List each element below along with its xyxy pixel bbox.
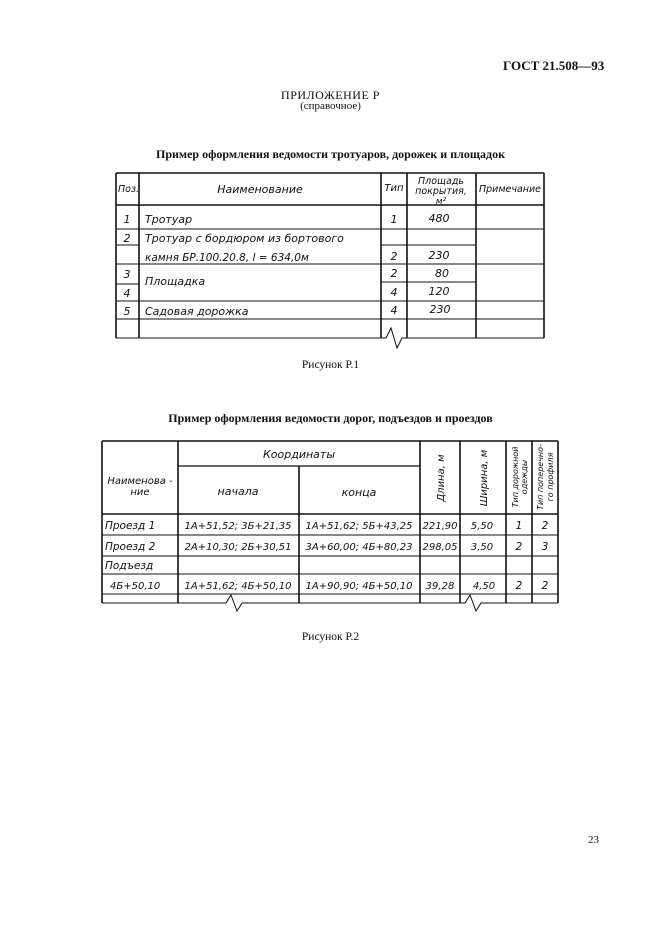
t2-header-name-2: ние [130,487,150,498]
t2-header-end: конца [341,486,377,499]
t2-header-start: начала [217,485,259,498]
t2-header-coords: Координаты [262,448,336,461]
t1-header-pos: Поз. [118,184,140,195]
t2-r1-width: 5,50 [470,521,494,532]
t1-r5-name: Садовая дорожка [145,305,249,318]
t1-r5-area: 230 [429,303,451,316]
t1-r4-type: 4 [390,286,398,299]
t2-r4-pavement: 2 [515,580,523,592]
t2-r3-name: Подъезд [105,560,154,572]
t1-r2-pos: 2 [123,232,131,245]
t1-header-area-1: Площадь [418,176,464,187]
t2-r1-start: 1А+51,52; 3Б+21,35 [184,521,292,532]
t2-r4-start: 1А+51,62; 4Б+50,10 [184,581,292,592]
t1-header-area-2: покрытия, [415,186,467,197]
t1-r2-name: Тротуар с бордюром из бортового [145,232,344,245]
t1-header-note: Примечание [478,184,542,195]
t2-r2-length: 298,05 [422,542,458,553]
table2-heading: Пример оформления ведомости дорог, подъездов и проездов [168,411,493,425]
t2-header-pavement-1: Тип дорожной [511,446,520,508]
t2-header-profile-1: Тип поперечно- [536,444,545,510]
t1-r2b-type: 2 [390,250,398,263]
t2-r4-end: 1А+90,90; 4Б+50,10 [305,581,413,592]
t2-header-name-1: Наименова - [107,476,173,487]
t2-r4-profile: 2 [541,580,549,592]
t1-r1-area: 480 [428,212,450,225]
t1-header-name: Наименование [217,183,303,196]
t2-header-profile-2: го профиля [546,452,555,502]
t1-r4-area: 120 [428,285,450,298]
page-number: 23 [588,834,599,846]
t2-r4-width: 4,50 [472,581,496,592]
t1-r3-name: Площадка [145,275,206,288]
t1-r4-pos: 4 [123,287,131,300]
t2-r1-end: 1А+51,62; 5Б+43,25 [305,521,413,532]
t2-r2-width: 3,50 [470,542,494,553]
t1-r3-area: 80 [435,267,449,280]
t2-r1-pavement: 1 [515,520,523,532]
t2-r2-start: 2А+10,30; 2Б+30,51 [184,542,292,553]
t1-r1-name: Тротуар [145,213,193,226]
t1-r2b-name: камня БР.100.20.8, l = 634,0м [145,252,309,264]
t1-header-type: Тип [384,183,404,194]
t1-r5-type: 4 [390,304,398,317]
t2-header-pavement-2: одежды [520,459,529,495]
table2-caption: Рисунок Р.2 [301,631,360,643]
t1-header-area-3: м² [435,197,447,207]
t2-header-length: Длина, м [436,454,447,502]
appendix-title: ПРИЛОЖЕНИЕ Р [281,88,380,102]
t2-r4-length: 39,28 [425,581,455,592]
t1-r1-type: 1 [390,213,398,226]
t1-r3-pos: 3 [123,268,131,281]
t1-r3-type: 2 [390,267,398,280]
t2-r1-name: Проезд 1 [105,520,156,532]
t2-header-width: Ширина, м [479,449,490,507]
t2-r2-profile: 3 [541,541,549,553]
table1-heading: Пример оформления ведомости тротуаров, дорожек и площадок [156,147,505,161]
table1-caption: Рисунок Р.1 [301,359,360,371]
appendix-subtitle: (справочное) [300,100,361,112]
t2-r1-length: 221,90 [422,521,458,532]
t2-r2-end: 3А+60,00; 4Б+80,23 [305,542,413,553]
t1-r2b-area: 230 [428,249,450,262]
standard-number: ГОСТ 21.508—93 [503,58,605,73]
t2-r4-name: 4Б+50,10 [110,581,161,592]
t2-r2-name: Проезд 2 [105,541,156,553]
t2-r2-pavement: 2 [515,541,523,553]
t1-r1-pos: 1 [123,213,131,226]
t2-r1-profile: 2 [541,520,549,532]
t1-r5-pos: 5 [123,305,131,318]
